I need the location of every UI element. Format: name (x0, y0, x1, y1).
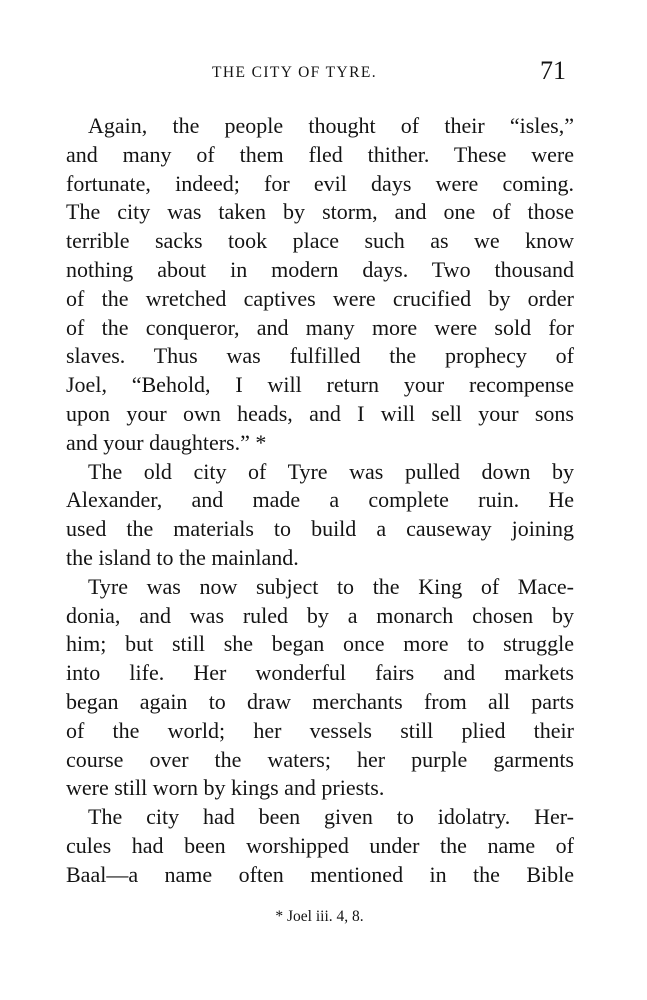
text-line: Joel, “Behold, I will return your recompense (66, 372, 574, 398)
text-line: course over the waters; her purple garments (66, 746, 574, 772)
text-line: and your daughters.” * (66, 429, 267, 455)
text-line: into life. Her wonderful fairs and markets (66, 660, 574, 686)
text-line: slaves. Thus was fulfilled the prophecy of (66, 343, 574, 369)
text-line: of the world; her vessels still plied their (66, 717, 574, 743)
text-line: of the wretched captives were crucified by order (66, 285, 574, 311)
text-line: terrible sacks took place such as we know (66, 228, 574, 254)
text-line: began again to draw merchants from all parts (66, 688, 574, 714)
text-line: upon your own heads, and I will sell your sons (66, 400, 574, 426)
text-line: donia, and was ruled by a monarch chosen by (66, 602, 574, 628)
text-line: Baal—a name often mentioned in the Bible (66, 861, 574, 887)
text-line: fortunate, indeed; for evil days were coming. (66, 170, 574, 196)
paragraph-2 (66, 458, 574, 573)
text-line: him; but still she began once more to struggle (66, 631, 574, 657)
running-head: THE CITY OF TYRE. (212, 64, 378, 81)
paragraph-1 (66, 112, 574, 458)
text-line: the island to the mainland. (66, 544, 299, 570)
text-line: The city had been given to idolatry. Her- (88, 804, 574, 830)
text-line: The city was taken by storm, and one of those (66, 199, 574, 225)
text-line: The old city of Tyre was pulled down by (88, 458, 574, 484)
paragraph-3 (66, 573, 574, 803)
text-line: and many of them fled thither. These were (66, 141, 574, 167)
text-line: nothing about in modern days. Two thousand (66, 256, 574, 282)
text-line: Tyre was now subject to the King of Mace- (88, 573, 574, 599)
body-text (66, 112, 574, 890)
text-line: Again, the people thought of their “isles,” (88, 113, 574, 138)
footnote-text: * Joel iii. 4, 8. (275, 908, 364, 925)
text-line: of the conqueror, and many more were sold for (66, 314, 574, 340)
page-number: 71 (540, 56, 566, 85)
text-line: cules had been worshipped under the name of (66, 832, 574, 858)
page-header (66, 58, 574, 92)
footnote (0, 908, 647, 926)
text-line: Alexander, and made a complete ruin. He (66, 487, 574, 513)
paragraph-4 (66, 803, 574, 889)
text-line: were still worn by kings and priests. (66, 775, 385, 801)
text-line: used the materials to build a causeway joining (66, 516, 574, 542)
